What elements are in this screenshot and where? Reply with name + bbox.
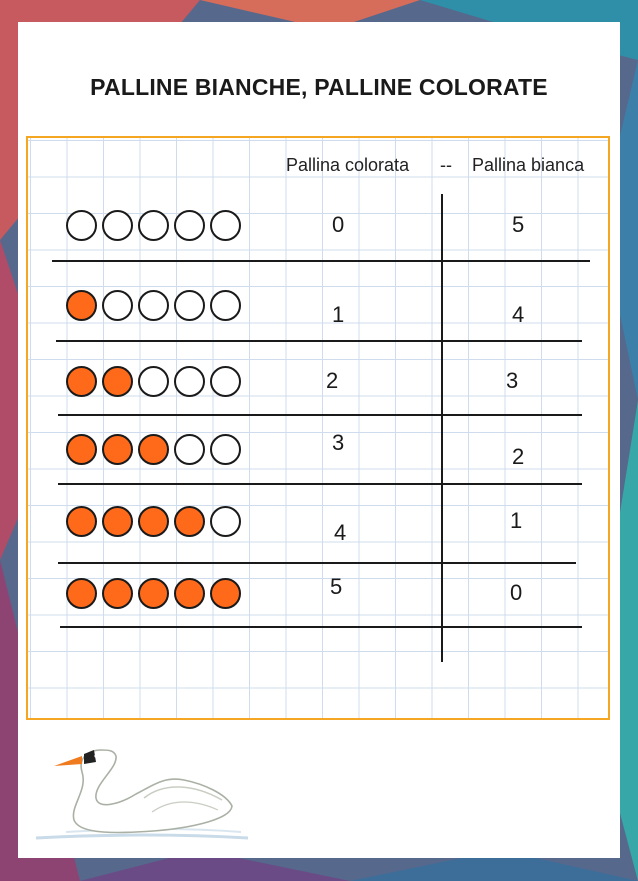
count-colored: 0 <box>332 212 345 237</box>
ball-white <box>138 210 169 241</box>
grid-area <box>26 136 610 720</box>
header-separator: -- <box>440 155 452 175</box>
ball-colored <box>102 366 133 397</box>
ball-white <box>210 506 241 537</box>
ball-white <box>138 290 169 321</box>
count-white: 1 <box>510 508 523 533</box>
ball-white <box>138 366 169 397</box>
ball-colored <box>66 434 97 465</box>
ball-white <box>210 290 241 321</box>
row-separator <box>60 626 582 628</box>
ball-colored <box>138 434 169 465</box>
swan-icon <box>26 720 256 860</box>
count-white: 4 <box>512 302 525 327</box>
ball-colored <box>138 506 169 537</box>
count-colored: 4 <box>334 520 347 545</box>
ball-white <box>66 210 97 241</box>
ball-colored <box>102 434 133 465</box>
header-white: Pallina bianca <box>472 155 585 175</box>
ball-white <box>174 290 205 321</box>
ball-colored <box>102 506 133 537</box>
ball-colored <box>66 290 97 321</box>
ball-white <box>174 210 205 241</box>
row-separator <box>58 414 582 416</box>
row-separator <box>58 483 582 485</box>
count-colored: 5 <box>330 574 343 599</box>
count-white: 2 <box>512 444 525 469</box>
ball-colored <box>210 578 241 609</box>
column-divider <box>441 194 443 662</box>
count-white: 5 <box>512 212 525 237</box>
ball-colored <box>174 506 205 537</box>
ball-white <box>174 434 205 465</box>
ball-colored <box>66 366 97 397</box>
row-separator <box>56 340 582 342</box>
count-colored: 2 <box>326 368 339 393</box>
ball-colored <box>66 506 97 537</box>
row-separator <box>52 260 590 262</box>
row-separator <box>58 562 576 564</box>
ball-white <box>210 366 241 397</box>
ball-colored <box>102 578 133 609</box>
ball-colored <box>138 578 169 609</box>
ball-white <box>210 434 241 465</box>
ball-colored <box>66 578 97 609</box>
count-white: 3 <box>506 368 519 393</box>
page-title: PALLINE BIANCHE, PALLINE COLORATE <box>90 74 548 100</box>
header-colored: Pallina colorata <box>286 155 410 175</box>
count-white: 0 <box>510 580 523 605</box>
ball-white <box>174 366 205 397</box>
ball-white <box>210 210 241 241</box>
count-colored: 1 <box>332 302 345 327</box>
count-colored: 3 <box>332 430 345 455</box>
ball-colored <box>174 578 205 609</box>
ball-white <box>102 290 133 321</box>
ball-white <box>102 210 133 241</box>
